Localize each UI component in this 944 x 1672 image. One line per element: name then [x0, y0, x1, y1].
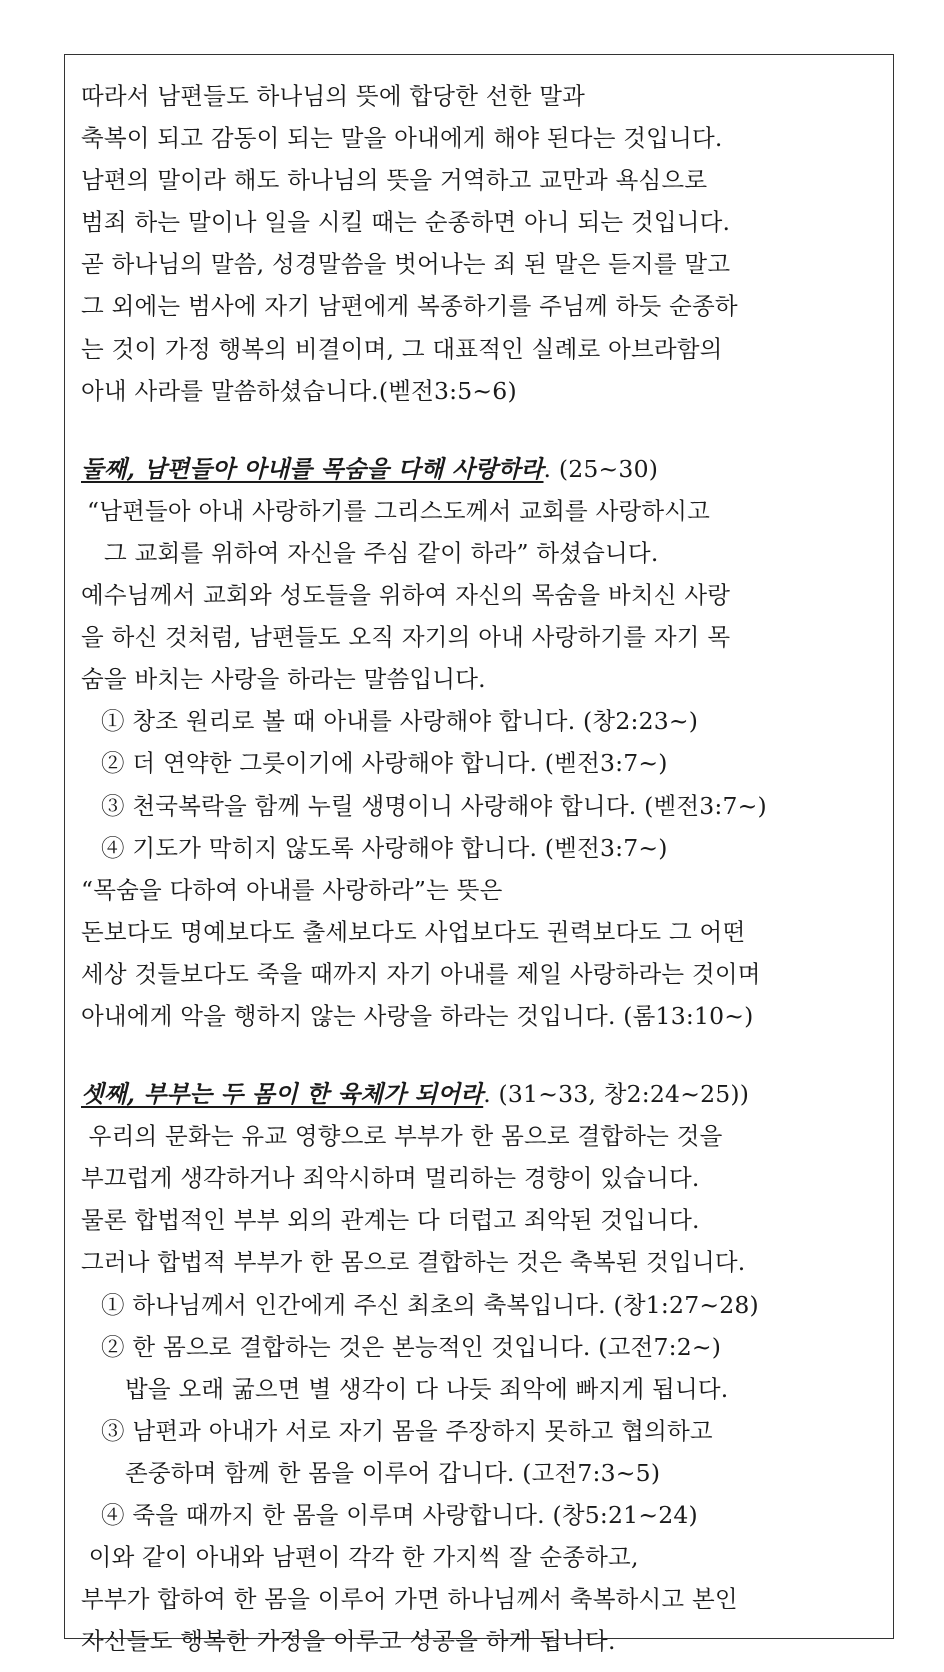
paragraph-line: 자신들도 행복한 가정을 이루고 성공을 하게 됩니다. [81, 1627, 616, 1656]
list-item: ③ 남편과 아내가 서로 자기 몸을 주장하지 못하고 협의하고 [101, 1416, 713, 1445]
section-3-heading-line [81, 1073, 881, 1115]
paragraph-line: 부부가 합하여 한 몸을 이루어 가면 하나님께서 축복하시고 본인 [81, 1585, 738, 1614]
paragraph-line: 돈보다도 명예보다도 출세보다도 사업보다도 권력보다도 그 어떤 [81, 917, 746, 946]
section-3 [81, 1073, 881, 1662]
section-2 [81, 448, 881, 1037]
paragraph-line: 부끄럽게 생각하거나 죄악시하며 멀리하는 경향이 있습니다. [81, 1164, 700, 1193]
paragraph-line: 이와 같이 아내와 남편이 각각 한 가지씩 잘 순종하고, [81, 1543, 639, 1572]
section-gap [81, 1037, 881, 1073]
paragraph-line: 을 하신 것처럼, 남편들도 오직 자기의 아내 사랑하기를 자기 목 [81, 623, 731, 652]
section-3-heading: 셋째, 부부는 두 몸이 한 육체가 되어라 [81, 1080, 484, 1109]
section-2-heading-line [81, 448, 881, 490]
document-body [81, 75, 881, 1662]
list-item: ② 더 연약한 그릇이기에 사랑해야 합니다. (벧전3:7~) [101, 749, 668, 778]
list-item: ④ 기도가 막히지 않도록 사랑해야 합니다. (벧전3:7~) [101, 833, 668, 862]
paragraph-line: 그러나 합법적 부부가 한 몸으로 결합하는 것은 축복된 것입니다. [81, 1248, 746, 1277]
paragraph-line: 아내 사라를 말씀하셨습니다.(벧전3:5~6) [81, 376, 517, 405]
section-2-heading: 둘째, 남편들아 아내를 목숨을 다해 사랑하라 [81, 454, 544, 483]
paragraph-line: 그 외에는 범사에 자기 남편에게 복종하기를 주님께 하듯 순종하 [81, 292, 738, 321]
paragraph-line: 예수님께서 교회와 성도들을 위하여 자신의 목숨을 바치신 사랑 [81, 581, 731, 610]
paragraph-line: 그 교회를 위하여 자신을 주심 같이 하라” 하셨습니다. [81, 538, 659, 567]
paragraph-line: “목숨을 다하여 아내를 사랑하라”는 뜻은 [81, 875, 503, 904]
list-item: ① 하나님께서 인간에게 주신 최초의 축복입니다. (창1:27~28) [101, 1290, 759, 1319]
paragraph-line: 남편의 말이라 해도 하나님의 뜻을 거역하고 교만과 욕심으로 [81, 166, 708, 195]
paragraph-line: 곧 하나님의 말씀, 성경말씀을 벗어나는 죄 된 말은 듣지를 말고 [81, 250, 731, 279]
paragraph-line: “남편들아 아내 사랑하기를 그리스도께서 교회를 사랑하시고 [87, 496, 711, 525]
section-gap [81, 412, 881, 448]
paragraph-line: 아내에게 악을 행하지 않는 사랑을 하라는 것입니다. (롬13:10~) [81, 1001, 754, 1030]
paragraph-line: 범죄 하는 말이나 일을 시킬 때는 순종하면 아니 되는 것입니다. [81, 208, 731, 237]
list-item: ④ 죽을 때까지 한 몸을 이루며 사랑합니다. (창5:21~24) [101, 1501, 698, 1529]
section-3-heading-ref: . (31~33, 창2:24~25)) [483, 1080, 750, 1109]
list-item: ③ 천국복락을 함께 누릴 생명이니 사랑해야 합니다. (벧전3:7~) [101, 791, 767, 820]
section-2-heading-ref: . (25~30) [543, 454, 659, 483]
page-frame [64, 54, 894, 1656]
paragraph-line: 따라서 남편들도 하나님의 뜻에 합당한 선한 말과 [81, 82, 586, 110]
section-1 [81, 75, 881, 412]
paragraph-line: 숨을 바치는 사랑을 하라는 말씀입니다. [81, 665, 486, 694]
list-item-continuation: 존중하며 함께 한 몸을 이루어 갑니다. (고전7:3~5) [125, 1458, 661, 1487]
paragraph-line: 물론 합법적인 부부 외의 관계는 다 더럽고 죄악된 것입니다. [81, 1206, 700, 1235]
list-item-continuation: 밥을 오래 굶으면 별 생각이 다 나듯 죄악에 빠지게 됩니다. [125, 1374, 729, 1403]
paragraph-line: 는 것이 가정 행복의 비결이며, 그 대표적인 실례로 아브라함의 [81, 334, 723, 363]
list-item: ② 한 몸으로 결합하는 것은 본능적인 것입니다. (고전7:2~) [101, 1332, 722, 1361]
list-item: ① 창조 원리로 볼 때 아내를 사랑해야 합니다. (창2:23~) [101, 707, 699, 736]
paragraph-line: 축복이 되고 감동이 되는 말을 아내에게 해야 된다는 것입니다. [81, 124, 723, 153]
paragraph-line: 세상 것들보다도 죽을 때까지 자기 아내를 제일 사랑하라는 것이며 [81, 959, 761, 988]
paragraph-line: 우리의 문화는 유교 영향으로 부부가 한 몸으로 결합하는 것을 [81, 1122, 723, 1151]
